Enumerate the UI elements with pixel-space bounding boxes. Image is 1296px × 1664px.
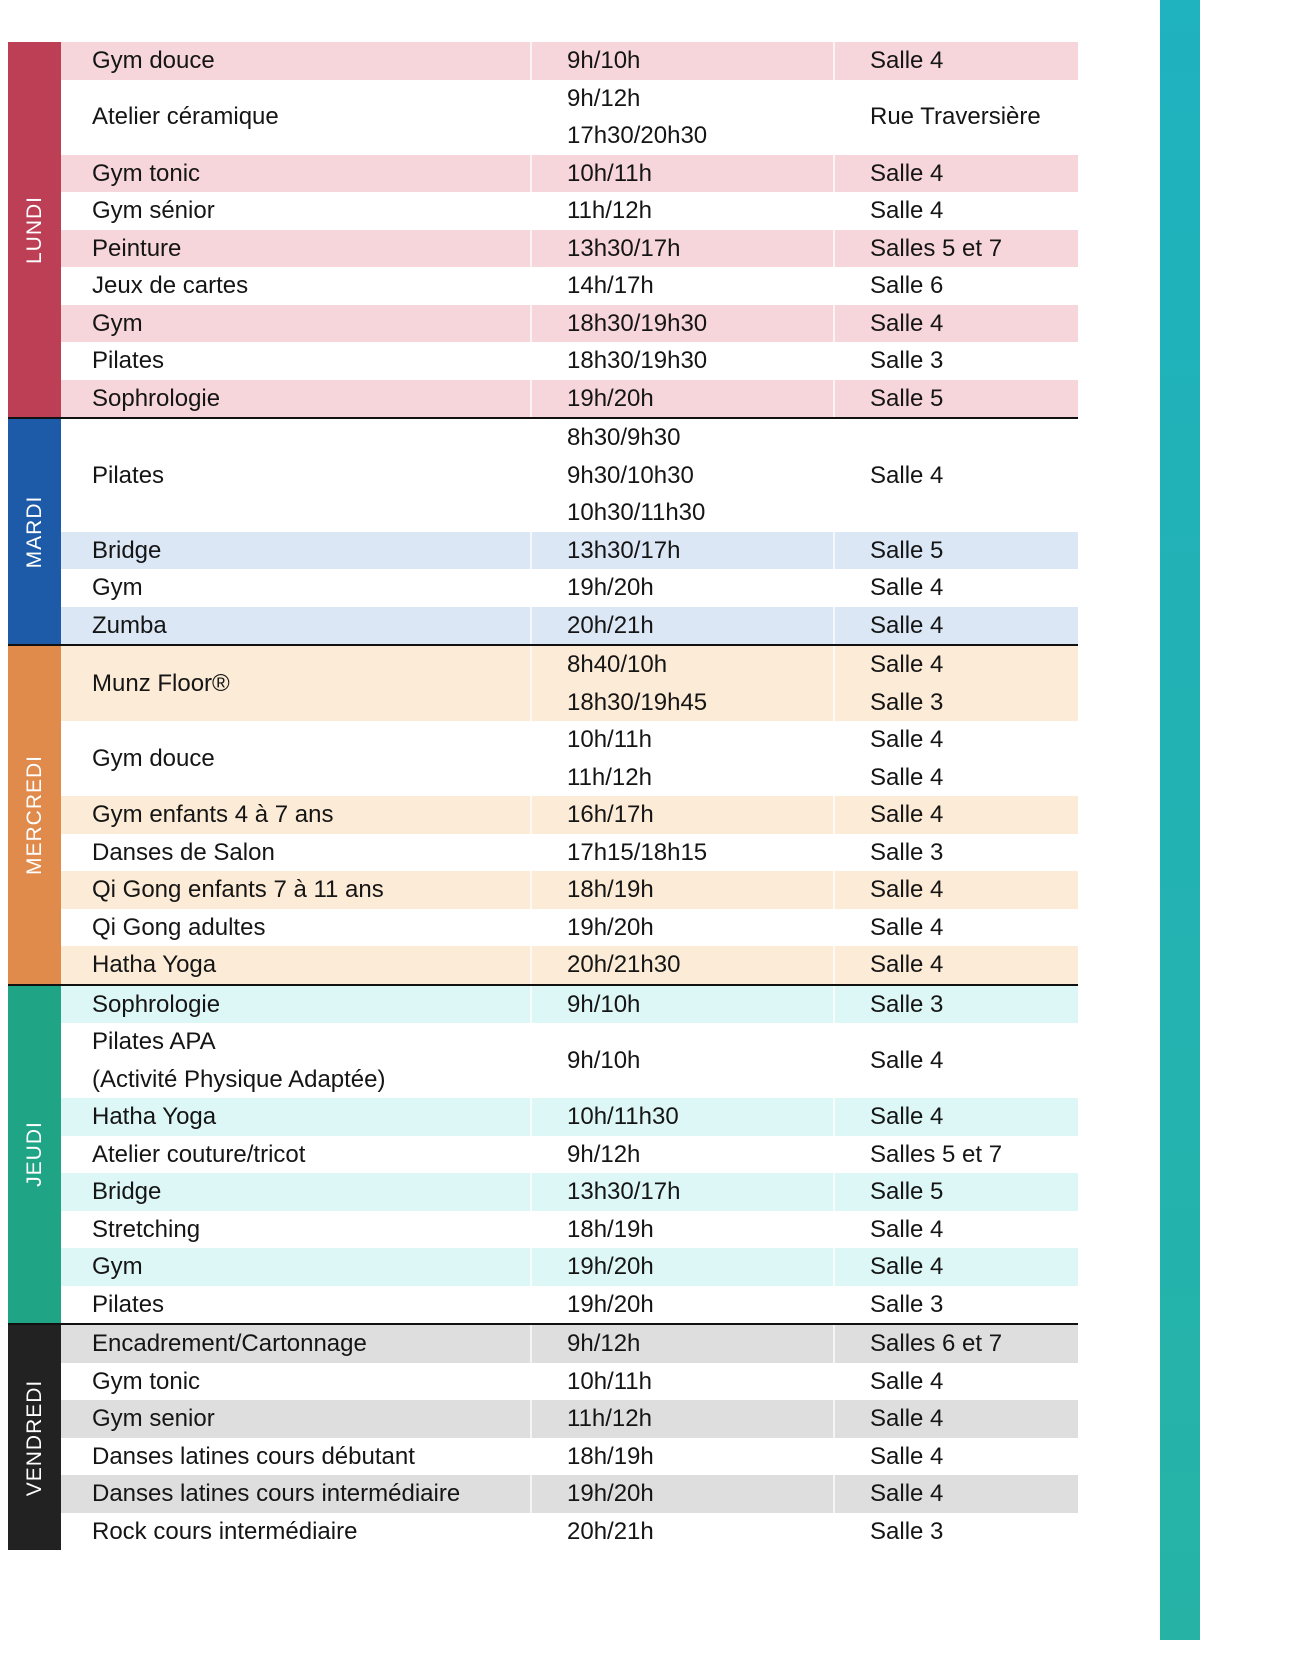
room-cell (835, 98, 1078, 136)
table-row (61, 1475, 1078, 1513)
room-cell-line: Rue Traversière (870, 103, 1041, 131)
activity-cell (61, 1098, 530, 1136)
room-cell (835, 1438, 1078, 1476)
table-row (61, 796, 1078, 834)
table-row (61, 946, 1078, 984)
time-cell (530, 1513, 835, 1551)
activity-cell-line: Jeux de cartes (92, 272, 249, 299)
activity-cell (61, 457, 530, 495)
room-cell (835, 532, 1078, 570)
activity-cell-line: Rock cours intermédiaire (92, 1517, 358, 1545)
room-cell (835, 646, 1078, 721)
day-section-mercredi (8, 646, 1078, 986)
activity-cell-line: Atelier céramique (92, 103, 279, 131)
activity-cell-line: Danses latines cours débutant (92, 1442, 415, 1470)
activity-cell (61, 342, 530, 380)
table-row (61, 1248, 1078, 1286)
activity-cell (61, 1173, 530, 1211)
table-row (61, 871, 1078, 909)
room-cell-line: Salle 4 (870, 876, 944, 903)
time-cell-line: 19h/20h (567, 913, 654, 941)
day-section-jeudi (8, 986, 1078, 1326)
day-rows (61, 419, 1078, 644)
time-cell (530, 1400, 835, 1438)
table-row (61, 1023, 1078, 1098)
activity-cell-line: Qi Gong adultes (92, 913, 266, 941)
day-label-jeudi (8, 986, 61, 1324)
activity-cell-line: Encadrement/Cartonnage (92, 1330, 367, 1357)
room-cell (835, 1248, 1078, 1286)
day-label-mardi (8, 419, 61, 644)
table-row (61, 1400, 1078, 1438)
time-cell (530, 946, 835, 984)
day-name: MARDI (22, 495, 46, 568)
room-cell-line: Salle 4 (870, 951, 944, 978)
time-cell (530, 569, 835, 607)
activity-cell-line: Pilates (92, 461, 165, 489)
time-cell (530, 305, 835, 343)
table-row (61, 1325, 1078, 1363)
time-cell-line: 18h30/19h30 (567, 347, 708, 374)
time-cell (530, 192, 835, 230)
time-cell (530, 1211, 835, 1249)
activity-cell (61, 380, 530, 418)
room-cell (835, 1325, 1078, 1363)
activity-cell (61, 1136, 530, 1174)
activity-cell (61, 607, 530, 645)
activity-cell (61, 946, 530, 984)
table-row (61, 419, 1078, 532)
activity-cell-line: Munz Floor® (92, 669, 230, 697)
room-cell-line: Salle 4 (870, 1405, 944, 1432)
day-name: JEUDI (22, 1121, 46, 1188)
time-cell-line: 10h/11h30 (567, 1103, 679, 1130)
time-cell (530, 1173, 835, 1211)
activity-cell (61, 986, 530, 1024)
table-row (61, 42, 1078, 80)
time-cell (530, 342, 835, 380)
table-row (61, 1211, 1078, 1249)
room-cell (835, 1098, 1078, 1136)
time-cell-line: 9h/10h (567, 990, 641, 1018)
room-cell (835, 1136, 1078, 1174)
activity-cell-line: Hatha Yoga (92, 1103, 217, 1130)
table-row (61, 986, 1078, 1024)
room-cell-line: Salle 4 (870, 461, 944, 489)
room-cell (835, 1211, 1078, 1249)
time-cell (530, 419, 835, 532)
room-cell (835, 569, 1078, 607)
time-cell-line: 10h/11h (567, 1367, 652, 1395)
table-row (61, 909, 1078, 947)
activity-cell (61, 1286, 530, 1324)
time-cell-line: 9h/12h (567, 84, 641, 112)
time-cell-line: 18h30/19h30 (567, 309, 708, 337)
time-cell (530, 834, 835, 872)
table-row (61, 342, 1078, 380)
activity-cell-line: (Activité Physique Adaptée) (92, 1065, 386, 1093)
activity-cell (61, 305, 530, 343)
activity-cell-line: Gym senior (92, 1405, 215, 1432)
day-section-mardi (8, 419, 1078, 646)
activity-cell (61, 230, 530, 268)
room-cell-line: Salle 4 (870, 1253, 944, 1280)
room-cell-line: Salle 4 (870, 913, 944, 941)
table-row (61, 1286, 1078, 1324)
activity-cell-line: Danses de Salon (92, 838, 275, 866)
activity-cell (61, 1211, 530, 1249)
activity-cell-line: Bridge (92, 536, 162, 564)
time-cell-line: 20h/21h (567, 1517, 654, 1545)
activity-cell (61, 796, 530, 834)
activity-cell (61, 42, 530, 80)
time-cell (530, 607, 835, 645)
time-cell-line: 18h/19h (567, 1215, 654, 1243)
day-rows (61, 42, 1078, 417)
room-cell-line: Salle 4 (870, 1442, 944, 1470)
decorative-side-bar (1160, 0, 1200, 1640)
time-cell-line: 13h30/17h (567, 536, 681, 564)
room-cell (835, 457, 1078, 495)
time-cell (530, 267, 835, 305)
time-cell-line: 9h/10h (567, 47, 641, 74)
room-cell-line: Salle 4 (870, 1367, 944, 1395)
room-cell-line: Salle 4 (870, 47, 944, 74)
day-section-lundi (8, 42, 1078, 419)
room-cell-line: Salle 4 (870, 1215, 944, 1243)
time-cell-line: 10h30/11h30 (567, 499, 706, 526)
time-cell (530, 986, 835, 1024)
room-cell (835, 267, 1078, 305)
room-cell-line: Salle 4 (870, 726, 944, 753)
time-cell (530, 1286, 835, 1324)
time-cell-line: 11h/12h (567, 197, 652, 224)
time-cell-line: 18h/19h (567, 1442, 654, 1470)
day-section-vendredi (8, 1325, 1078, 1550)
activity-cell-line: Danses latines cours intermédiaire (92, 1480, 461, 1507)
activity-cell (61, 1325, 530, 1363)
time-cell-line: 13h30/17h (567, 234, 681, 262)
room-cell-line: Salles 5 et 7 (870, 1140, 1003, 1168)
time-cell-line: 16h/17h (567, 801, 654, 828)
activity-cell (61, 740, 530, 778)
time-cell-line: 19h/20h (567, 384, 654, 412)
activity-cell (61, 192, 530, 230)
table-row (61, 192, 1078, 230)
table-row (61, 80, 1078, 155)
table-row (61, 607, 1078, 645)
time-cell (530, 1475, 835, 1513)
activity-cell-line: Stretching (92, 1215, 201, 1243)
activity-cell (61, 1475, 530, 1513)
table-row (61, 1438, 1078, 1476)
activity-cell (61, 98, 530, 136)
room-cell-line: Salle 3 (870, 990, 944, 1018)
activity-cell-line: Gym (92, 309, 143, 337)
room-cell (835, 1475, 1078, 1513)
time-cell (530, 155, 835, 193)
time-cell (530, 1438, 835, 1476)
room-cell (835, 946, 1078, 984)
room-cell (835, 1286, 1078, 1324)
time-cell (530, 1325, 835, 1363)
time-cell-line: 13h30/17h (567, 1178, 681, 1205)
table-row (61, 305, 1078, 343)
activity-cell-line: Gym (92, 1253, 143, 1280)
activity-cell-line: Hatha Yoga (92, 951, 217, 978)
room-cell-line: Salle 4 (870, 309, 944, 337)
time-cell (530, 646, 835, 721)
activity-cell-line: Gym tonic (92, 1367, 201, 1395)
activity-cell (61, 665, 530, 703)
time-cell (530, 1248, 835, 1286)
activity-cell (61, 1363, 530, 1401)
time-cell-line: 18h/19h (567, 876, 654, 903)
room-cell (835, 1513, 1078, 1551)
time-cell (530, 230, 835, 268)
day-rows (61, 646, 1078, 984)
room-cell (835, 1400, 1078, 1438)
room-cell-line: Salle 4 (870, 159, 944, 187)
day-name: MERCREDI (22, 754, 46, 875)
time-cell-line: 9h30/10h30 (567, 461, 694, 489)
time-cell (530, 721, 835, 796)
time-cell (530, 80, 835, 155)
activity-cell-line: Pilates APA (92, 1028, 216, 1055)
day-label-lundi (8, 42, 61, 417)
room-cell-line: Salle 3 (870, 838, 944, 866)
time-cell-line: 20h/21h30 (567, 951, 681, 978)
room-cell (835, 1042, 1078, 1080)
activity-cell-line: Gym enfants 4 à 7 ans (92, 801, 334, 828)
room-cell-line: Salle 3 (870, 347, 944, 374)
activity-cell (61, 569, 530, 607)
weekly-schedule-table (8, 42, 1078, 1550)
time-cell (530, 796, 835, 834)
room-cell-line: Salle 4 (870, 801, 944, 828)
time-cell-line: 11h/12h (567, 1405, 652, 1432)
time-cell-line: 19h/20h (567, 1253, 654, 1280)
room-cell-line: Salle 3 (870, 688, 944, 716)
room-cell (835, 155, 1078, 193)
room-cell-line: Salle 4 (870, 197, 944, 224)
day-label-vendredi (8, 1325, 61, 1550)
day-name: LUNDI (22, 195, 46, 264)
activity-cell (61, 267, 530, 305)
time-cell-line: 9h/10h (567, 1046, 641, 1074)
activity-cell-line: Sophrologie (92, 990, 221, 1018)
time-cell-line: 17h30/20h30 (567, 122, 708, 149)
room-cell-line: Salle 4 (870, 1046, 944, 1074)
day-rows (61, 986, 1078, 1324)
activity-cell-line: Zumba (92, 611, 167, 639)
activity-cell-line: Gym douce (92, 47, 215, 74)
time-cell-line: 19h/20h (567, 574, 654, 601)
table-row (61, 380, 1078, 418)
time-cell-line: 8h30/9h30 (567, 424, 681, 451)
time-cell-line: 20h/21h (567, 611, 654, 639)
table-row (61, 569, 1078, 607)
room-cell-line: Salles 5 et 7 (870, 234, 1003, 262)
room-cell (835, 192, 1078, 230)
day-label-mercredi (8, 646, 61, 984)
room-cell-line: Salle 4 (870, 574, 944, 601)
activity-cell (61, 1400, 530, 1438)
activity-cell-line: Pilates (92, 347, 165, 374)
time-cell-line: 19h/20h (567, 1290, 654, 1318)
activity-cell (61, 834, 530, 872)
activity-cell-line: Peinture (92, 234, 182, 262)
time-cell (530, 42, 835, 80)
table-row (61, 834, 1078, 872)
activity-cell (61, 1513, 530, 1551)
time-cell-line: 9h/12h (567, 1140, 641, 1168)
table-row (61, 1513, 1078, 1551)
room-cell (835, 305, 1078, 343)
room-cell (835, 796, 1078, 834)
activity-cell-line: Qi Gong enfants 7 à 11 ans (92, 876, 384, 903)
activity-cell (61, 1248, 530, 1286)
time-cell (530, 1098, 835, 1136)
time-cell (530, 871, 835, 909)
time-cell-line: 11h/12h (567, 763, 652, 791)
time-cell-line: 17h15/18h15 (567, 838, 708, 866)
room-cell-line: Salle 5 (870, 384, 944, 412)
table-row (61, 155, 1078, 193)
table-row (61, 1098, 1078, 1136)
room-cell (835, 42, 1078, 80)
activity-cell-line: Gym tonic (92, 159, 201, 187)
time-cell-line: 18h30/19h45 (567, 688, 708, 716)
activity-cell-line: Bridge (92, 1178, 162, 1205)
room-cell-line: Salle 3 (870, 1290, 944, 1318)
activity-cell-line: Gym douce (92, 744, 215, 772)
room-cell-line: Salle 5 (870, 1178, 944, 1205)
activity-cell-line: Gym (92, 574, 143, 601)
time-cell-line: 9h/12h (567, 1330, 641, 1357)
time-cell (530, 1042, 835, 1080)
room-cell (835, 871, 1078, 909)
table-row (61, 1136, 1078, 1174)
activity-cell (61, 1023, 530, 1098)
time-cell-line: 14h/17h (567, 272, 654, 299)
room-cell (835, 721, 1078, 796)
table-row (61, 646, 1078, 721)
time-cell-line: 8h40/10h (567, 651, 668, 678)
activity-cell (61, 909, 530, 947)
time-cell-line: 19h/20h (567, 1480, 654, 1507)
table-row (61, 721, 1078, 796)
day-rows (61, 1325, 1078, 1550)
activity-cell-line: Sophrologie (92, 384, 221, 412)
room-cell (835, 1173, 1078, 1211)
room-cell-line: Salle 6 (870, 272, 944, 299)
activity-cell-line: Pilates (92, 1290, 165, 1318)
activity-cell-line: Gym sénior (92, 197, 215, 224)
table-row (61, 532, 1078, 570)
day-name: VENDREDI (22, 1379, 46, 1496)
activity-cell (61, 155, 530, 193)
table-row (61, 1363, 1078, 1401)
room-cell-line: Salle 4 (870, 1103, 944, 1130)
time-cell (530, 380, 835, 418)
room-cell (835, 1363, 1078, 1401)
room-cell (835, 909, 1078, 947)
room-cell (835, 986, 1078, 1024)
time-cell (530, 532, 835, 570)
room-cell (835, 380, 1078, 418)
room-cell-line: Salle 4 (870, 763, 944, 791)
table-row (61, 1173, 1078, 1211)
time-cell (530, 909, 835, 947)
room-cell-line: Salle 4 (870, 611, 944, 639)
room-cell-line: Salle 3 (870, 1517, 944, 1545)
time-cell-line: 10h/11h (567, 726, 652, 753)
activity-cell (61, 532, 530, 570)
time-cell (530, 1136, 835, 1174)
time-cell (530, 1363, 835, 1401)
activity-cell-line: Atelier couture/tricot (92, 1140, 306, 1168)
room-cell-line: Salle 4 (870, 651, 944, 678)
room-cell-line: Salle 4 (870, 1480, 944, 1507)
room-cell (835, 607, 1078, 645)
activity-cell (61, 1438, 530, 1476)
room-cell (835, 834, 1078, 872)
time-cell-line: 10h/11h (567, 159, 652, 187)
room-cell-line: Salle 5 (870, 536, 944, 564)
room-cell (835, 230, 1078, 268)
table-row (61, 267, 1078, 305)
room-cell-line: Salles 6 et 7 (870, 1330, 1003, 1357)
table-row (61, 230, 1078, 268)
activity-cell (61, 871, 530, 909)
room-cell (835, 342, 1078, 380)
